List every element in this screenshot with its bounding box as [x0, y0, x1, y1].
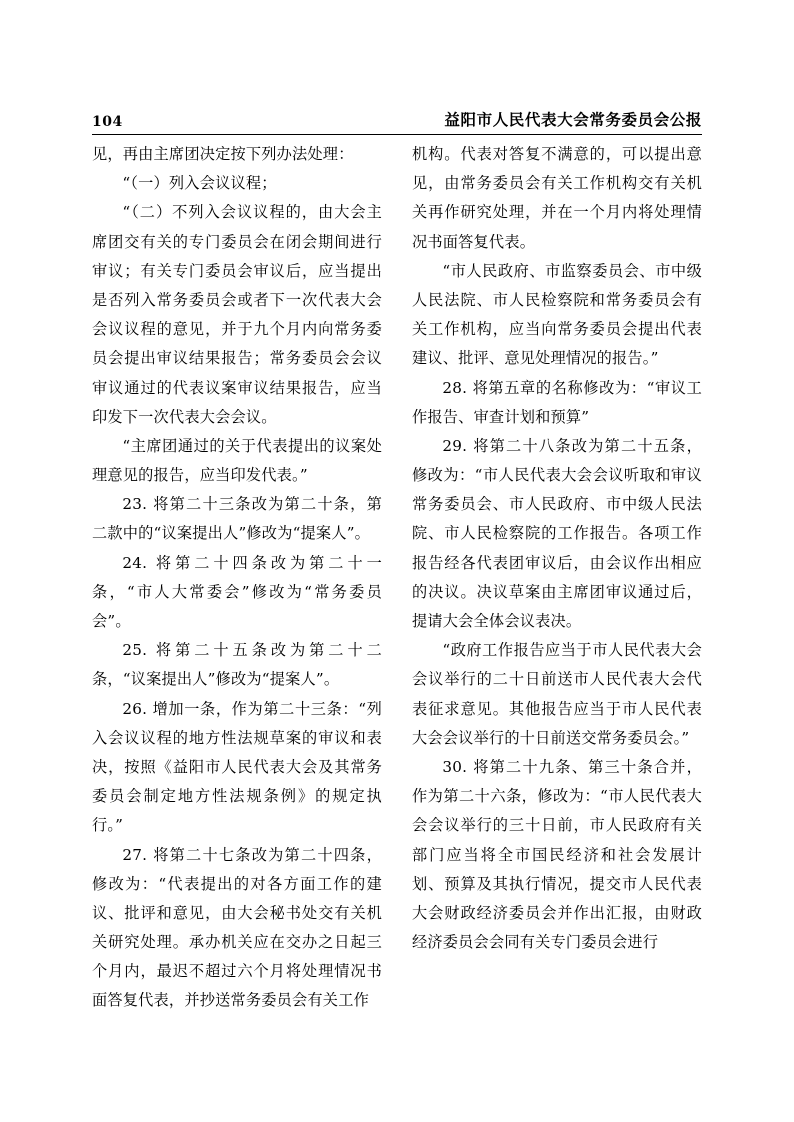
paragraph: “主席团通过的关于代表提出的议案处理意见的报告，应当印发代表。” — [92, 436, 382, 485]
paragraph: 24. 将第二十四条改为第二十一条，“市人大常委会”修改为“常务委员会”。 — [92, 553, 382, 630]
paragraph: “（二）不列入会议议程的，由大会主席团交有关的专门委员会在闭会期间进行审议；有关专门委员会审议后，应当提出是否列入常务委员会或者下一次代表大会会议议程的意见，并于九个月内向常务委员会提出审议结果报告；常务委员会会议审议通过的代表议案审议结果报告，应当印发下一次代表大会会议。 — [92, 203, 382, 426]
paragraph: “（一）列入会议议程； — [122, 174, 277, 193]
running-head-title: 益阳市人民代表大会常务委员会公报 — [444, 110, 702, 129]
paragraph: 机构。代表对答复不满意的，可以提出意见，由常务委员会有关工作机构交有关机关再作研究处理，并在一个月内将处理情况书面答复代表。 — [412, 145, 702, 251]
paragraph: “政府工作报告应当于市人民代表大会会议举行的二十日前送市人民代表大会代表征求意见。其他报告应当于市人民代表大会会议举行的十日前送交常务委员会。” — [412, 641, 702, 747]
page-header — [92, 108, 702, 135]
paragraph: 30. 将第二十九条、第三十条合并，作为第二十六条，修改为：“市人民代表大会会议举行的三十日前，市人民政府有关部门应当将全市国民经济和社会发展计划、预算及其执行情况，提交市人民代表大会财政经济委员会并作出汇报，由财政经济委员会会同有关专门委员会进行 — [412, 757, 702, 952]
paragraph: 见，再由主席团决定按下列办法处理： — [92, 145, 354, 163]
paragraph: 25. 将第二十五条改为第二十二条，“议案提出人”修改为“提案人”。 — [92, 641, 382, 689]
two-column-body — [92, 140, 702, 1016]
paragraph: 23. 将第二十三条改为第二十条，第二款中的“议案提出人”修改为“提案人”。 — [92, 495, 382, 543]
paragraph: 26. 增加一条，作为第二十三条：“列入会议议程的地方性法规草案的审议和表决，按照《益阳市人民代表大会及其常务委员会制定地方性法规条例》的规定执行。” — [92, 699, 382, 835]
paragraph: 28. 将第五章的名称修改为：“审议工作报告、审查计划和预算” — [412, 378, 702, 426]
left-column — [92, 140, 382, 1016]
right-column — [412, 140, 702, 1016]
paragraph: 29. 将第二十八条改为第二十五条，修改为：“市人民代表大会会议听取和审议常务委员会、市人民政府、市中级人民法院、市人民检察院的工作报告。各项工作报告经各代表团审议后，由会议作出相应的决议。决议草案由主席团审议通过后，提请大会全体会议表决。 — [412, 436, 702, 630]
paragraph: “市人民政府、市监察委员会、市中级人民法院、市人民检察院和常务委员会有关工作机构，应当向常务委员会提出代表建议、批评、意见处理情况的报告。” — [412, 261, 702, 368]
page-number: 104 — [92, 114, 123, 130]
paragraph: 27. 将第二十七条改为第二十四条，修改为：“代表提出的对各方面工作的建议、批评和意见，由大会秘书处交有关机关研究处理。承办机关应在交办之日起三个月内，最迟不超过六个月将处理情况书面答复代表，并抄送常务委员会有关工作 — [92, 845, 382, 1010]
